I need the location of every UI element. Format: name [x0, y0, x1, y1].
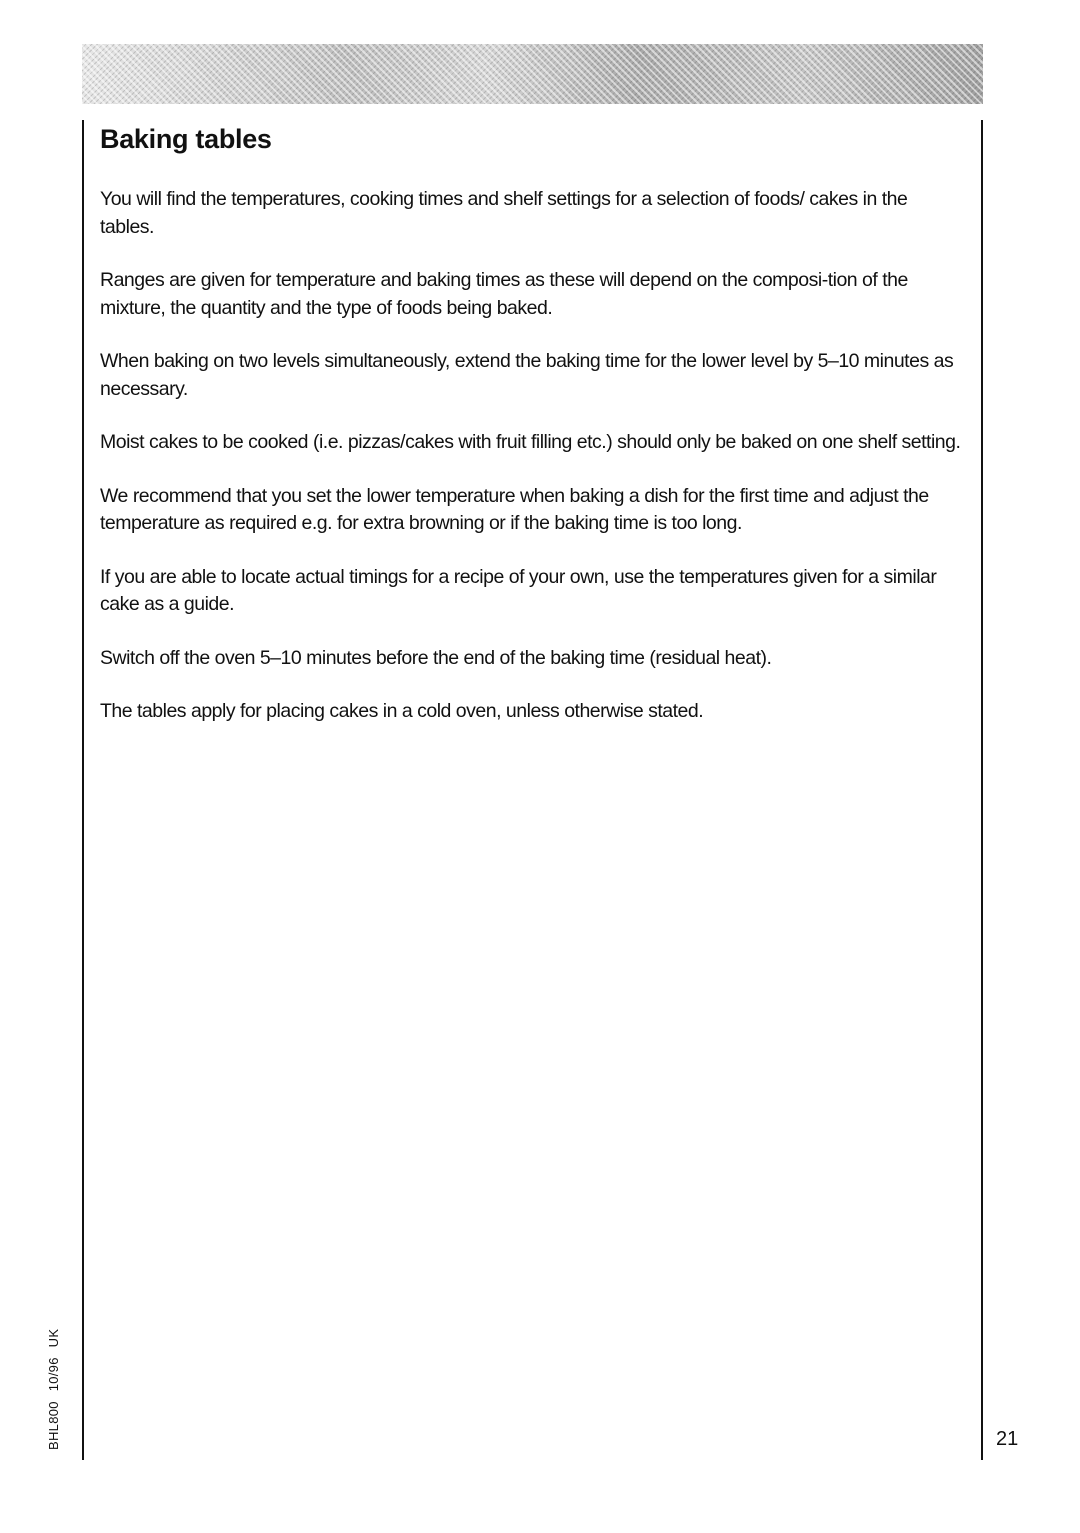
page-title: Baking tables [100, 124, 272, 154]
paragraph: Moist cakes to be cooked (i.e. pizzas/cakes with fruit filling etc.) should only be baked on one shelf setting. [100, 431, 961, 453]
body-text [100, 186, 966, 752]
page-number: 21 [996, 1428, 1019, 1450]
right-margin-rule [981, 120, 983, 1460]
left-margin-rule [82, 120, 84, 1460]
document-code-text: BHL800 10/96 UK [46, 1328, 61, 1450]
paragraph: If you are able to locate actual timings for a recipe of your own, use the temperatures given for a similar cake as a guide. [100, 565, 937, 615]
paragraph: Ranges are given for temperature and baking times as these will depend on the composi-tion of the mixture, the quantity and the type of foods being baked. [100, 269, 908, 319]
paragraph: We recommend that you set the lower temperature when baking a dish for the first time and adjust the temperature as required e.g. for extra browning or if the baking time is too long. [100, 484, 929, 534]
paragraph: The tables apply for placing cakes in a cold oven, unless otherwise stated. [100, 700, 704, 722]
document-code [40, 1320, 70, 1450]
header-band [82, 44, 983, 104]
paragraph: You will find the temperatures, cooking times and shelf settings for a selection of foods/ cakes in the tables. [100, 188, 908, 238]
paragraph: Switch off the oven 5–10 minutes before the end of the baking time (residual heat). [100, 646, 772, 669]
paragraph: When baking on two levels simultaneously, extend the baking time for the lower level by 5–10 minutes as necessary. [100, 350, 954, 400]
